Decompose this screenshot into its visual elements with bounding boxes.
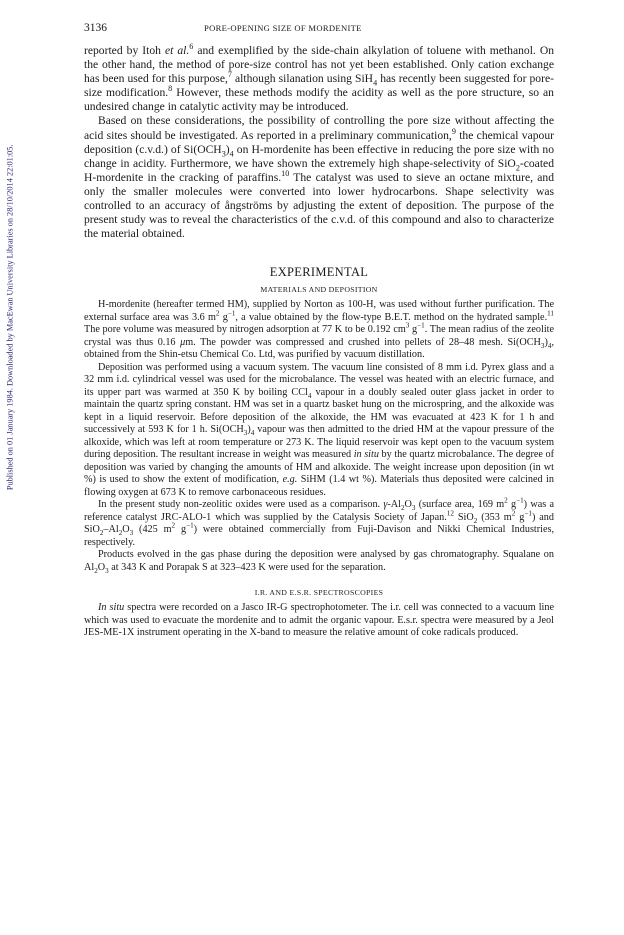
section-heading-experimental: EXPERIMENTAL: [269, 265, 369, 280]
intro-paragraph-2: Based on these considerations, the possibility of controlling the pore size without affecting the acid sites should be investigated. As reported in a preliminary communication,$^9$ the chemical vapour deposition (c.v.d.) of $Si(OCH_3)_4$ on H-mordenite has been effective in reducing the pore size with no change in acidity. Furthermore, we have shown the extremely high shape-selectivity of SiO$_2$-coated H-mordenite in the cracking of paraffins.$^{10}$ The catalyst was used to sieve an octane mixture, and only the smaller molecules were converted into lower hydrocarbons. Shape selectivity was controlled to an accuracy of ångströms by adjusting the extent of deposition. The purpose of the present study was to reveal the characteristics of the c.v.d. of this compound and also to characterize the material obtained.: [84, 114, 555, 241]
materials-paragraph-4: Products evolved in the gas phase during the deposition were analysed by gas chromatography. Squalane on $Al_2O_3$ at 343 K and Porapak S at 323–423 K were used for the separation.: [84, 549, 554, 575]
materials-paragraph-1: H-mordenite (hereafter termed HM), supplied by Norton as 100-H, was used without further purification. The external surface area was 3.6 $m^2$ $g^{-1}$, a value obtained by the flow-type B.E.T. method on the hydrated sample.$^{11}$ The pore volume was measured by nitrogen adsorption at 77 K to be 0.192 $cm^3$ $g^{-1}$. The mean radius of the zeolite crystal was thus 0.16 μm. The powder was compressed and crushed into pellets of 28–48 mesh. $Si(OCH_3)_4$, obtained from the Shin-etsu Chemical Co. Ltd, was purified by vacuum distillation.: [84, 299, 555, 361]
running-head: [84, 22, 554, 36]
subsection-heading-spectroscopies: I.R. AND E.S.R. SPECTROSCOPIES: [254, 588, 384, 598]
subsection-heading-materials: MATERIALS AND DEPOSITION: [260, 285, 378, 295]
running-title: PORE-OPENING SIZE OF MORDENITE: [204, 23, 362, 33]
materials-paragraph-3: In the present study non-zeolitic oxides were used as a comparison. $\gamma-Al_2O_3$ (surface area, 169 $m^2$ $g^{-1}$) was a reference catalyst JRC-ALO-1 which was supplied by the Catalysis Society of Japan.$^{12}$ SiO$_2$ (353 $m^2$ $g^{-1}$) and $SiO_2-Al_2O_3$ (425 $m^2$ $g^{-1}$) were obtained commercially from Fuji-Davison and Nikki Chemical Industries, respectively.: [84, 496, 555, 548]
download-stamp: [2, 140, 18, 580]
download-stamp-text: Published on 01 January 1984. Downloaded by MacEwan University Libraries on 28/10/2014 22:01:05.: [5, 144, 15, 491]
page-number: 3136: [84, 22, 107, 34]
article-body: [84, 44, 554, 640]
spectroscopy-paragraph: In situ spectra were recorded on a Jasco IR-G spectrophotometer. The i.r. cell was connected to a vacuum line which was used to evacuate the mordenite and to admit the organic vapour. E.s.r. spectra were measured by a Jeol JES-ME-1X instrument operating in the X-band to measure the relative amount of coke radicals produced.: [84, 602, 554, 639]
materials-paragraph-2: Deposition was performed using a vacuum system. The vacuum line consisted of 8 mm i.d. Pyrex glass and a 32 mm i.d. cylindrical vessel was used for the microbalance. The vessel was heated with an electric furnace, and its upper part was warmed at 350 K by boiling CCl$_4$ vapour in a doubly sealed outer glass jacket in order to maintain the quartz spring constant. HM was set in a quartz basket hung on the microspring, and the alkoxide was kept in a liquid reservoir. Before deposition of the alkoxide, the HM was evacuated at 423 K for 1 h and successively at 593 K for 1 h. $Si(OCH_3)_4$ vapour was then admitted to the dried HM at the vapour pressure of the alkoxide, which was left at room temperature or 273 K. The liquid reservoir was kept open to the vacuum system during deposition. The resultant increase in weight was measured in situ by the quartz microbalance. The degree of deposition was varied by changing the amounts of HM and alkoxide. The weight increase upon deposition (in wt %) is used to show the extent of modification, e.g. SiHM (1.4 wt %). Materials thus deposited were calcined in flowing oxygen at 673 K to remove carbonaceous residues.: [84, 361, 554, 498]
intro-paragraph-1: reported by Itoh et al.$^6$ and exemplified by the side-chain alkylation of toluene with methanol. On the other hand, the method of pore-size control has not yet been established. Only cation exchange has been used for this purpose,$^7$ although silanation using SiH$_4$ has recently been suggested for pore-size modification.$^8$ However, these methods modify the acidity as well as the pore structure, so an undesired change in catalytic activity may be introduced.: [84, 42, 554, 114]
